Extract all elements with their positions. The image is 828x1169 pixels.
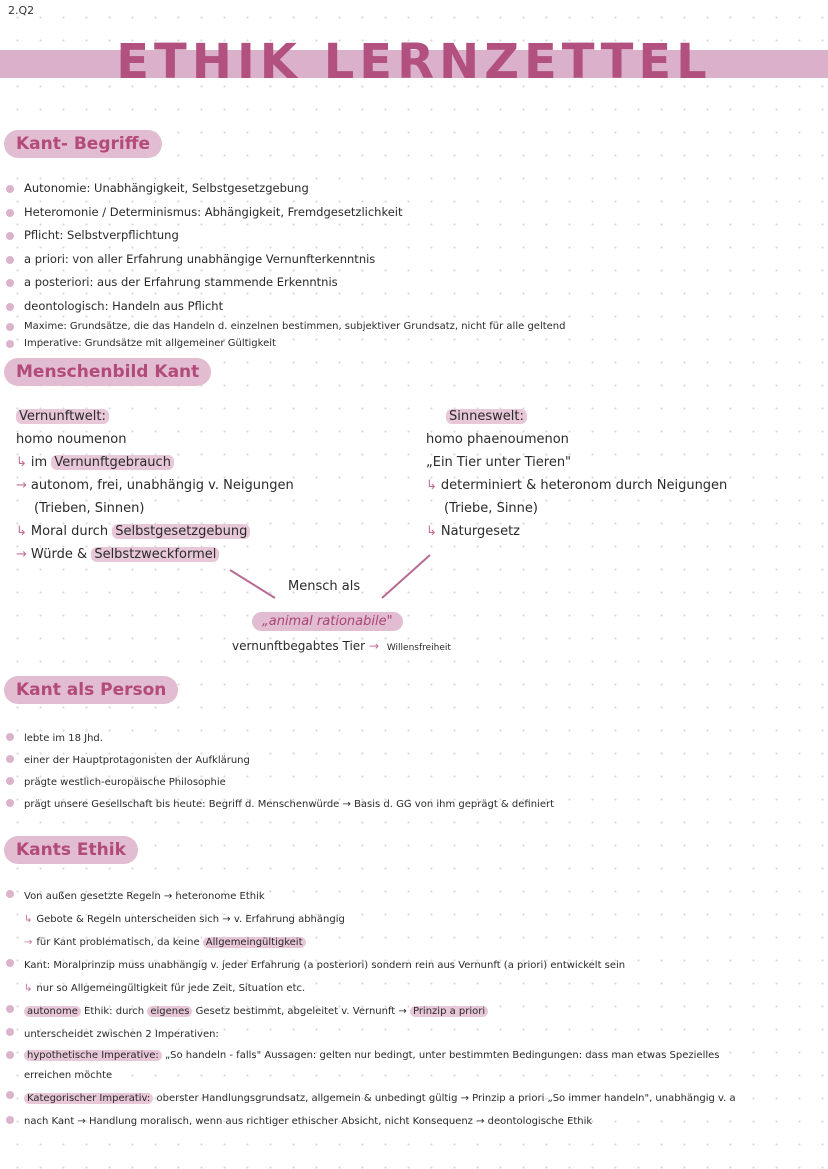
- hook-arrow-icon: ↳: [16, 524, 27, 539]
- list-item: erreichen möchte: [24, 1070, 113, 1081]
- vernunft-line: vernunftbegabtes Tier → Willensfreiheit: [232, 639, 451, 653]
- heading-kant-als-person: Kant als Person: [4, 676, 178, 704]
- hook-arrow-icon: ↳: [24, 983, 33, 994]
- list-item: prägt unsere Gesellschaft bis heute: Begriff d. Menschenwürde → Basis d. GG von ihm geprägt & definiert: [4, 794, 554, 816]
- homo-phaenoumenon: homo phaenoumenon: [426, 432, 569, 447]
- connector-left: [230, 570, 275, 598]
- mensch-als-label: Mensch als: [288, 579, 361, 594]
- list-item: ↳ nur so Allgemeingültigkeit für jede Zeit, Situation etc.: [24, 983, 306, 994]
- list-item: autonome Ethik: durch eigenes Gesetz bestimmt, abgeleitet v. Vernunft → Prinzip a priori: [4, 1000, 736, 1023]
- sinneswelt-title: Sinneswelt:: [446, 409, 527, 424]
- arrow-right-icon: →: [24, 937, 33, 948]
- heading-kants-ethik: Kants Ethik: [4, 836, 138, 864]
- arrow-right-icon: →: [368, 639, 379, 653]
- list-item: hypothetische Imperative: „So handeln - falls" Aussagen: gelten nur bedingt, unter bestimmten Bedingungen: dass man etwas Spezielles: [4, 1046, 736, 1066]
- animal-rationabile-badge: „animal rationabile": [252, 612, 403, 631]
- list-item: ↳ Gebote & Regeln unterscheiden sich → v. Erfahrung abhängig: [24, 914, 345, 925]
- list-item: Heteromonie / Determinismus: Abhängigkeit, Fremdgesetzlichkeit: [4, 201, 565, 225]
- hook-arrow-icon: ↳: [426, 478, 437, 493]
- arrow-right-icon: →: [16, 478, 27, 493]
- date-label: 2.Q2: [8, 4, 35, 17]
- list-item: einer der Hauptprotagonisten der Aufklärung: [4, 750, 554, 772]
- ethik-list: [4, 885, 736, 1133]
- list-item: Kant: Moralprinzip muss unabhängig v. jeder Erfahrung (a posteriori) sondern rein aus Vernunft (a priori) entwickelt sein: [4, 954, 736, 977]
- list-item: unterscheidet zwischen 2 Imperativen:: [4, 1023, 736, 1046]
- list-item: Pflicht: Selbstverpflichtung: [4, 224, 565, 248]
- vernunftwelt-title: Vernunftwelt:: [16, 409, 109, 424]
- list-item: nach Kant → Handlung moralisch, wenn aus richtiger ethischer Absicht, nicht Konsequenz → deontologische Ethik: [4, 1111, 736, 1133]
- heading-menschenbild: Menschenbild Kant: [4, 358, 211, 386]
- sinneswelt-column: Sinneswelt: homo phaenoumenon „Ein Tier unter Tieren" ↳ determiniert & heteronom durch Neigungen (Triebe, Sinne) ↳ Naturgesetz: [426, 409, 728, 539]
- list-item: → für Kant problematisch, da keine Allgemeingültigkeit: [4, 931, 736, 954]
- arrow-right-icon: →: [16, 547, 27, 562]
- vernunftwelt-column: Vernunftwelt: homo noumenon ↳ im Vernunftgebrauch → autonom, frei, unabhängig v. Neigungen (Trieben, Sinnen) ↳ Moral durch Selbstgesetzgebung → Würde & Selbstzweckformel: [16, 409, 294, 562]
- list-item: a priori: von aller Erfahrung unabhängige Vernunfterkenntnis: [4, 248, 565, 272]
- hook-arrow-icon: ↳: [16, 455, 27, 470]
- list-item: prägte westlich-europäische Philosophie: [4, 772, 554, 794]
- homo-noumenon: homo noumenon: [16, 432, 127, 447]
- hook-arrow-icon: ↳: [24, 914, 33, 925]
- list-item: Kategorischer Imperativ: oberster Handlungsgrundsatz, allgemein & unbedingt gültig → Prinzip a priori „So immer handeln", unabhängig v. a: [4, 1086, 736, 1111]
- list-item: Von außen gesetzte Regeln → heteronome Ethik: [4, 885, 736, 908]
- list-item: a posteriori: aus der Erfahrung stammende Erkenntnis: [4, 271, 565, 295]
- list-item: lebte im 18 Jhd.: [4, 728, 554, 750]
- connector-right: [382, 555, 430, 598]
- heading-kant-begriffe: Kant- Begriffe: [4, 130, 162, 158]
- hook-arrow-icon: ↳: [426, 524, 437, 539]
- list-item: Autonomie: Unabhängigkeit, Selbstgesetzgebung: [4, 177, 565, 201]
- list-item: Imperative: Grundsätze mit allgemeiner Gültigkeit: [4, 335, 565, 352]
- person-list: [4, 728, 554, 816]
- list-item: Maxime: Grundsätze, die das Handeln d. einzelnen bestimmen, subjektiver Grundsatz, nicht für alle geltend: [4, 318, 565, 335]
- page-title: ETHIK LERNZETTEL: [116, 34, 712, 90]
- list-item: deontologisch: Handeln aus Pflicht: [4, 295, 565, 319]
